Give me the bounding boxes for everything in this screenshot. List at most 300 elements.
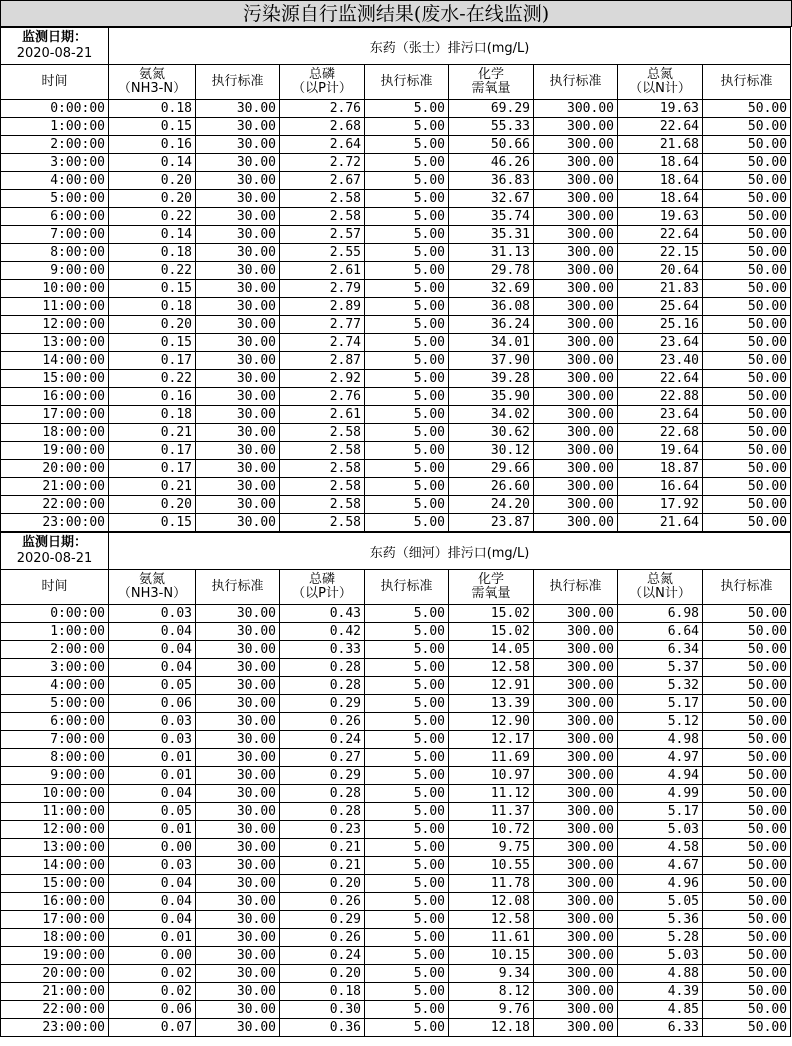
- value-cell: 300.00: [534, 478, 618, 496]
- table-row: [1, 731, 791, 749]
- table-row: [1, 496, 791, 514]
- value-cell: 300.00: [534, 1019, 618, 1037]
- table-row: [1, 370, 791, 388]
- column-header-line: 执行标准: [380, 74, 433, 89]
- value-cell: 300.00: [534, 695, 618, 713]
- value-cell: 0.05: [109, 677, 196, 695]
- value-cell: 0.04: [109, 659, 196, 677]
- value-cell: 39.28: [449, 370, 534, 388]
- value-cell: 30.00: [196, 659, 280, 677]
- table-row: [1, 262, 791, 280]
- value-cell: 5.28: [618, 929, 703, 947]
- value-cell: 9.34: [449, 965, 534, 983]
- value-cell: 19.64: [618, 442, 703, 460]
- value-cell: 6.33: [618, 1019, 703, 1037]
- time-cell: 8:00:00: [1, 244, 109, 262]
- value-cell: 30.00: [196, 136, 280, 154]
- time-cell: 17:00:00: [1, 406, 109, 424]
- value-cell: 5.36: [618, 911, 703, 929]
- column-header-line: 总磷: [308, 572, 335, 587]
- column-header: [703, 570, 791, 605]
- time-cell: 21:00:00: [1, 478, 109, 496]
- value-cell: 29.66: [449, 460, 534, 478]
- value-cell: 14.05: [449, 641, 534, 659]
- outlet-name: 东药（细河）排污口(mg/L): [109, 533, 791, 570]
- time-cell: 17:00:00: [1, 911, 109, 929]
- value-cell: 0.29: [280, 767, 365, 785]
- value-cell: 0.04: [109, 875, 196, 893]
- value-cell: 300.00: [534, 514, 618, 532]
- value-cell: 50.00: [703, 965, 791, 983]
- value-cell: 22.68: [618, 424, 703, 442]
- table-row: [1, 154, 791, 172]
- table-row: [1, 442, 791, 460]
- table-row: [1, 280, 791, 298]
- value-cell: 31.13: [449, 244, 534, 262]
- column-header: [280, 65, 365, 100]
- value-cell: 4.94: [618, 767, 703, 785]
- column-header-line: 需氧量: [471, 586, 511, 601]
- value-cell: 12.18: [449, 1019, 534, 1037]
- column-header-line: 执行标准: [211, 579, 264, 594]
- value-cell: 2.55: [280, 244, 365, 262]
- value-cell: 30.00: [196, 911, 280, 929]
- value-cell: 300.00: [534, 280, 618, 298]
- value-cell: 30.00: [196, 929, 280, 947]
- value-cell: 16.64: [618, 478, 703, 496]
- value-cell: 5.17: [618, 695, 703, 713]
- value-cell: 50.00: [703, 839, 791, 857]
- value-cell: 11.37: [449, 803, 534, 821]
- column-header-line: 化学: [477, 67, 504, 82]
- value-cell: 30.00: [196, 839, 280, 857]
- time-cell: 23:00:00: [1, 514, 109, 532]
- table-row: [1, 460, 791, 478]
- column-header-line: 氨氮: [138, 572, 165, 587]
- value-cell: 50.00: [703, 641, 791, 659]
- value-cell: 15.02: [449, 623, 534, 641]
- column-header-line: （NH3-N）: [117, 586, 187, 601]
- value-cell: 50.00: [703, 514, 791, 532]
- value-cell: 30.00: [196, 641, 280, 659]
- value-cell: 5.00: [365, 478, 449, 496]
- value-cell: 300.00: [534, 226, 618, 244]
- value-cell: 30.00: [196, 352, 280, 370]
- column-header-line: （以N计）: [629, 81, 691, 96]
- value-cell: 0.27: [280, 749, 365, 767]
- time-cell: 20:00:00: [1, 965, 109, 983]
- table-row: [1, 893, 791, 911]
- value-cell: 0.18: [109, 406, 196, 424]
- value-cell: 0.23: [280, 821, 365, 839]
- column-header: [109, 570, 196, 605]
- time-cell: 7:00:00: [1, 731, 109, 749]
- value-cell: 0.06: [109, 695, 196, 713]
- value-cell: 25.64: [618, 298, 703, 316]
- value-cell: 2.68: [280, 118, 365, 136]
- report-tables: [0, 27, 792, 1037]
- value-cell: 2.58: [280, 424, 365, 442]
- value-cell: 36.08: [449, 298, 534, 316]
- value-cell: 12.17: [449, 731, 534, 749]
- table-row: [1, 334, 791, 352]
- value-cell: 0.24: [280, 947, 365, 965]
- value-cell: 50.00: [703, 262, 791, 280]
- column-header: [196, 65, 280, 100]
- value-cell: 30.00: [196, 388, 280, 406]
- value-cell: 32.69: [449, 280, 534, 298]
- time-cell: 3:00:00: [1, 659, 109, 677]
- time-cell: 18:00:00: [1, 424, 109, 442]
- value-cell: 30.00: [196, 821, 280, 839]
- value-cell: 0.04: [109, 893, 196, 911]
- value-cell: 0.28: [280, 803, 365, 821]
- value-cell: 2.76: [280, 388, 365, 406]
- table-row: [1, 875, 791, 893]
- table-row: [1, 298, 791, 316]
- value-cell: 5.05: [618, 893, 703, 911]
- value-cell: 0.16: [109, 388, 196, 406]
- value-cell: 30.00: [196, 605, 280, 623]
- value-cell: 50.00: [703, 857, 791, 875]
- value-cell: 50.00: [703, 623, 791, 641]
- value-cell: 5.00: [365, 911, 449, 929]
- value-cell: 4.85: [618, 1001, 703, 1019]
- value-cell: 30.00: [196, 406, 280, 424]
- value-cell: 12.08: [449, 893, 534, 911]
- value-cell: 5.32: [618, 677, 703, 695]
- value-cell: 50.00: [703, 893, 791, 911]
- value-cell: 5.00: [365, 767, 449, 785]
- value-cell: 5.00: [365, 695, 449, 713]
- table-row: [1, 821, 791, 839]
- table-row: [1, 478, 791, 496]
- value-cell: 50.00: [703, 875, 791, 893]
- value-cell: 300.00: [534, 803, 618, 821]
- value-cell: 30.00: [196, 983, 280, 1001]
- value-cell: 5.00: [365, 785, 449, 803]
- value-cell: 35.90: [449, 388, 534, 406]
- value-cell: 5.00: [365, 244, 449, 262]
- value-cell: 0.20: [109, 496, 196, 514]
- value-cell: 5.00: [365, 1019, 449, 1037]
- value-cell: 55.33: [449, 118, 534, 136]
- column-header-line: （NH3-N）: [117, 81, 187, 96]
- value-cell: 2.77: [280, 316, 365, 334]
- value-cell: 4.99: [618, 785, 703, 803]
- table-row: [1, 695, 791, 713]
- column-header: [365, 65, 449, 100]
- value-cell: 21.64: [618, 514, 703, 532]
- value-cell: 2.87: [280, 352, 365, 370]
- table-row: [1, 857, 791, 875]
- time-cell: 6:00:00: [1, 208, 109, 226]
- value-cell: 5.00: [365, 100, 449, 118]
- value-cell: 0.01: [109, 767, 196, 785]
- value-cell: 0.33: [280, 641, 365, 659]
- value-cell: 50.00: [703, 731, 791, 749]
- value-cell: 0.15: [109, 280, 196, 298]
- value-cell: 0.21: [280, 857, 365, 875]
- column-header-line: 化学: [477, 572, 504, 587]
- value-cell: 5.00: [365, 605, 449, 623]
- time-cell: 0:00:00: [1, 605, 109, 623]
- value-cell: 2.58: [280, 442, 365, 460]
- value-cell: 0.22: [109, 262, 196, 280]
- column-header-line: （以P计）: [292, 81, 352, 96]
- table-row: [1, 605, 791, 623]
- value-cell: 0.07: [109, 1019, 196, 1037]
- value-cell: 37.90: [449, 352, 534, 370]
- value-cell: 0.05: [109, 803, 196, 821]
- column-header-line: 氨氮: [138, 67, 165, 82]
- value-cell: 35.31: [449, 226, 534, 244]
- value-cell: 300.00: [534, 244, 618, 262]
- column-header-line: 执行标准: [549, 579, 602, 594]
- time-cell: 9:00:00: [1, 767, 109, 785]
- time-cell: 13:00:00: [1, 839, 109, 857]
- value-cell: 30.00: [196, 713, 280, 731]
- value-cell: 5.00: [365, 154, 449, 172]
- value-cell: 30.00: [196, 623, 280, 641]
- value-cell: 50.00: [703, 496, 791, 514]
- table-row: [1, 388, 791, 406]
- value-cell: 50.00: [703, 659, 791, 677]
- value-cell: 5.00: [365, 406, 449, 424]
- value-cell: 5.00: [365, 929, 449, 947]
- time-cell: 12:00:00: [1, 821, 109, 839]
- column-header: [534, 570, 618, 605]
- value-cell: 2.58: [280, 514, 365, 532]
- monitoring-date: [1, 28, 109, 65]
- value-cell: 300.00: [534, 713, 618, 731]
- value-cell: 300.00: [534, 983, 618, 1001]
- time-cell: 6:00:00: [1, 713, 109, 731]
- value-cell: 0.22: [109, 208, 196, 226]
- value-cell: 0.03: [109, 605, 196, 623]
- value-cell: 50.00: [703, 1019, 791, 1037]
- column-header-line: 执行标准: [211, 74, 264, 89]
- value-cell: 50.00: [703, 677, 791, 695]
- value-cell: 22.64: [618, 226, 703, 244]
- column-header-line: 时间: [41, 579, 68, 594]
- table-row: [1, 749, 791, 767]
- time-cell: 19:00:00: [1, 442, 109, 460]
- table-row: [1, 226, 791, 244]
- value-cell: 30.00: [196, 424, 280, 442]
- value-cell: 300.00: [534, 496, 618, 514]
- value-cell: 5.03: [618, 821, 703, 839]
- value-cell: 300.00: [534, 100, 618, 118]
- table-row: [1, 659, 791, 677]
- value-cell: 0.00: [109, 839, 196, 857]
- value-cell: 36.83: [449, 172, 534, 190]
- value-cell: 300.00: [534, 749, 618, 767]
- time-cell: 16:00:00: [1, 893, 109, 911]
- value-cell: 2.72: [280, 154, 365, 172]
- value-cell: 300.00: [534, 965, 618, 983]
- value-cell: 300.00: [534, 424, 618, 442]
- value-cell: 30.00: [196, 1019, 280, 1037]
- value-cell: 2.58: [280, 208, 365, 226]
- value-cell: 300.00: [534, 1001, 618, 1019]
- value-cell: 0.14: [109, 154, 196, 172]
- value-cell: 300.00: [534, 857, 618, 875]
- value-cell: 300.00: [534, 605, 618, 623]
- time-cell: 8:00:00: [1, 749, 109, 767]
- value-cell: 30.00: [196, 496, 280, 514]
- value-cell: 30.00: [196, 731, 280, 749]
- value-cell: 23.40: [618, 352, 703, 370]
- monitoring-table: [0, 532, 791, 1037]
- column-header: [196, 570, 280, 605]
- table-row: [1, 190, 791, 208]
- value-cell: 30.12: [449, 442, 534, 460]
- time-cell: 12:00:00: [1, 316, 109, 334]
- value-cell: 0.01: [109, 821, 196, 839]
- value-cell: 300.00: [534, 262, 618, 280]
- time-cell: 1:00:00: [1, 623, 109, 641]
- value-cell: 13.39: [449, 695, 534, 713]
- value-cell: 5.00: [365, 298, 449, 316]
- table-row: [1, 839, 791, 857]
- value-cell: 26.60: [449, 478, 534, 496]
- value-cell: 2.61: [280, 406, 365, 424]
- value-cell: 5.12: [618, 713, 703, 731]
- table-row: [1, 767, 791, 785]
- value-cell: 0.18: [109, 244, 196, 262]
- value-cell: 50.00: [703, 983, 791, 1001]
- value-cell: 50.00: [703, 785, 791, 803]
- value-cell: 30.00: [196, 478, 280, 496]
- value-cell: 0.18: [109, 100, 196, 118]
- value-cell: 0.26: [280, 893, 365, 911]
- value-cell: 300.00: [534, 442, 618, 460]
- value-cell: 18.64: [618, 190, 703, 208]
- table-row: [1, 983, 791, 1001]
- value-cell: 0.18: [280, 983, 365, 1001]
- monitoring-date: [1, 533, 109, 570]
- value-cell: 50.00: [703, 911, 791, 929]
- date-label: 监测日期：: [21, 30, 87, 45]
- value-cell: 5.00: [365, 857, 449, 875]
- table-row: [1, 316, 791, 334]
- value-cell: 0.26: [280, 929, 365, 947]
- value-cell: 0.00: [109, 947, 196, 965]
- column-header-line: 执行标准: [720, 579, 773, 594]
- value-cell: 18.87: [618, 460, 703, 478]
- value-cell: 5.00: [365, 983, 449, 1001]
- table-row: [1, 623, 791, 641]
- value-cell: 0.20: [109, 190, 196, 208]
- value-cell: 10.72: [449, 821, 534, 839]
- time-cell: 22:00:00: [1, 1001, 109, 1019]
- value-cell: 17.92: [618, 496, 703, 514]
- value-cell: 15.02: [449, 605, 534, 623]
- value-cell: 30.00: [196, 172, 280, 190]
- value-cell: 4.88: [618, 965, 703, 983]
- value-cell: 0.15: [109, 514, 196, 532]
- value-cell: 0.22: [109, 370, 196, 388]
- value-cell: 30.00: [196, 244, 280, 262]
- value-cell: 50.00: [703, 803, 791, 821]
- time-cell: 16:00:00: [1, 388, 109, 406]
- column-header-line: 需氧量: [471, 81, 511, 96]
- column-header-line: （以N计）: [629, 586, 691, 601]
- value-cell: 50.00: [703, 424, 791, 442]
- time-cell: 2:00:00: [1, 641, 109, 659]
- table-row: [1, 406, 791, 424]
- value-cell: 30.00: [196, 298, 280, 316]
- value-cell: 5.00: [365, 623, 449, 641]
- table-row: [1, 136, 791, 154]
- value-cell: 0.03: [109, 713, 196, 731]
- value-cell: 300.00: [534, 298, 618, 316]
- value-cell: 300.00: [534, 623, 618, 641]
- value-cell: 50.00: [703, 767, 791, 785]
- value-cell: 12.58: [449, 911, 534, 929]
- value-cell: 300.00: [534, 767, 618, 785]
- value-cell: 300.00: [534, 929, 618, 947]
- column-header: [534, 65, 618, 100]
- value-cell: 5.00: [365, 641, 449, 659]
- value-cell: 50.00: [703, 695, 791, 713]
- value-cell: 23.64: [618, 406, 703, 424]
- value-cell: 50.00: [703, 749, 791, 767]
- value-cell: 30.00: [196, 262, 280, 280]
- value-cell: 10.97: [449, 767, 534, 785]
- value-cell: 300.00: [534, 334, 618, 352]
- value-cell: 0.30: [280, 1001, 365, 1019]
- value-cell: 22.64: [618, 118, 703, 136]
- value-cell: 6.64: [618, 623, 703, 641]
- value-cell: 0.17: [109, 460, 196, 478]
- value-cell: 5.00: [365, 496, 449, 514]
- time-cell: 13:00:00: [1, 334, 109, 352]
- value-cell: 30.00: [196, 190, 280, 208]
- value-cell: 50.66: [449, 136, 534, 154]
- value-cell: 0.03: [109, 731, 196, 749]
- value-cell: 36.24: [449, 316, 534, 334]
- value-cell: 5.00: [365, 514, 449, 532]
- value-cell: 30.00: [196, 857, 280, 875]
- table-row: [1, 1001, 791, 1019]
- time-cell: 5:00:00: [1, 695, 109, 713]
- column-header-line: 时间: [41, 74, 68, 89]
- time-cell: 20:00:00: [1, 460, 109, 478]
- value-cell: 46.26: [449, 154, 534, 172]
- table-row: [1, 1019, 791, 1037]
- value-cell: 21.68: [618, 136, 703, 154]
- value-cell: 2.67: [280, 172, 365, 190]
- value-cell: 30.00: [196, 226, 280, 244]
- value-cell: 5.00: [365, 370, 449, 388]
- column-header-line: 执行标准: [549, 74, 602, 89]
- value-cell: 300.00: [534, 208, 618, 226]
- time-cell: 21:00:00: [1, 983, 109, 1001]
- value-cell: 18.64: [618, 172, 703, 190]
- value-cell: 22.15: [618, 244, 703, 262]
- value-cell: 4.67: [618, 857, 703, 875]
- table-row: [1, 641, 791, 659]
- value-cell: 30.00: [196, 370, 280, 388]
- value-cell: 2.92: [280, 370, 365, 388]
- date-value: 2020-08-21: [16, 46, 93, 61]
- value-cell: 5.00: [365, 226, 449, 244]
- column-header-line: 执行标准: [380, 579, 433, 594]
- value-cell: 300.00: [534, 659, 618, 677]
- value-cell: 0.20: [280, 875, 365, 893]
